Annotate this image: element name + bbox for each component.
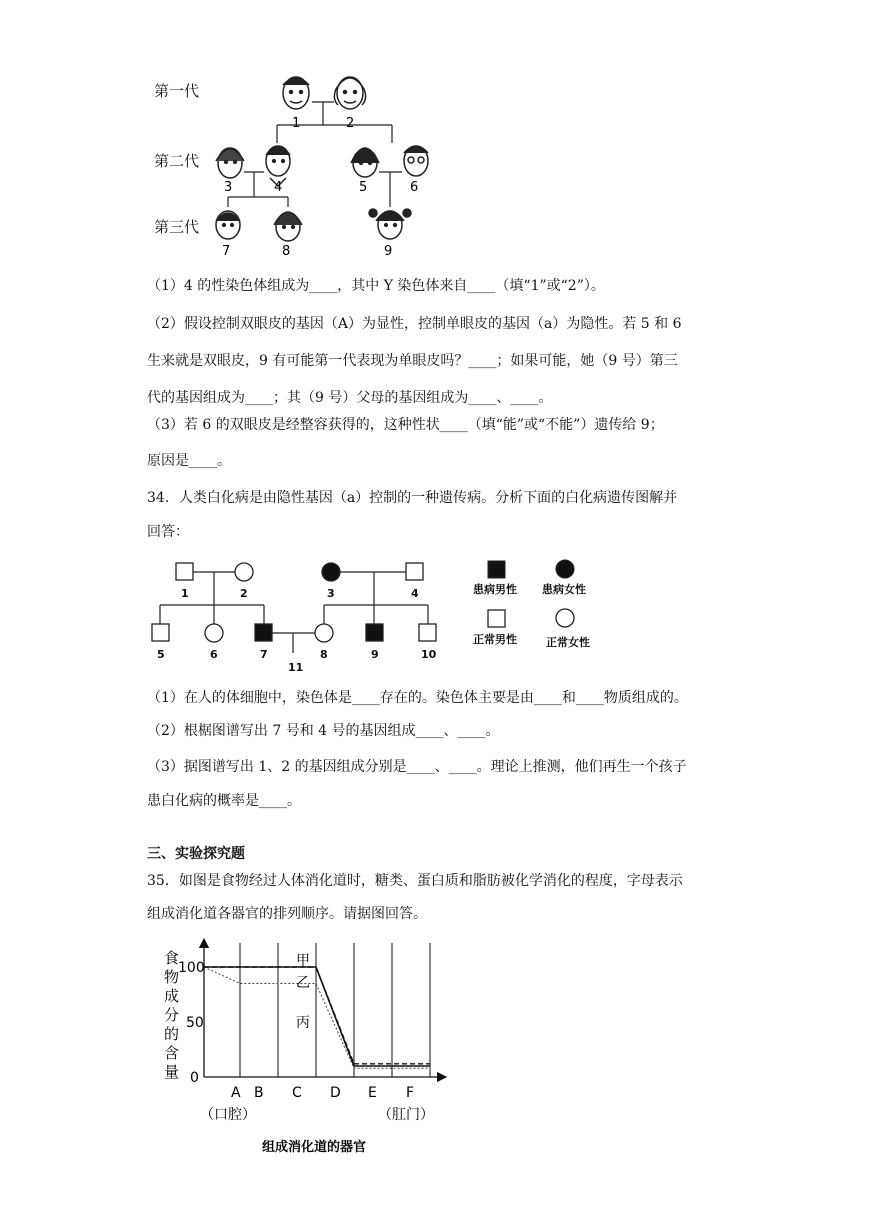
pedigree-number-2: 2 bbox=[240, 587, 248, 600]
pedigree-individual-9 bbox=[366, 624, 383, 641]
person-5-face bbox=[351, 148, 379, 177]
person-1-face bbox=[283, 77, 309, 109]
x-category-labels bbox=[231, 1085, 414, 1101]
pedigree-number-7: 7 bbox=[260, 648, 268, 661]
pedigree-number-8: 8 bbox=[320, 648, 328, 661]
q34-part2: （2）根椐图谱写出 7 号和 4 号的基因组成____、____。 bbox=[147, 723, 500, 739]
member-number-3: 3 bbox=[224, 180, 233, 195]
member-number-8: 8 bbox=[282, 244, 291, 259]
q34-part3-line2: 患白化病的概率是____。 bbox=[147, 793, 301, 809]
person-6-face bbox=[404, 146, 428, 176]
legend-affected-male-label: 患病男性 bbox=[473, 583, 517, 596]
x-category-label: A bbox=[231, 1085, 241, 1101]
pedigree-number-1: 1 bbox=[181, 587, 189, 600]
digestion-chart bbox=[150, 935, 460, 1160]
x-note-anus: （肛门） bbox=[378, 1107, 434, 1123]
member-number-9: 9 bbox=[384, 244, 393, 259]
person-3-face bbox=[216, 148, 244, 178]
pedigree-lines bbox=[160, 572, 428, 653]
q33-part2-line3: 代的基因组成为____；其（9 号）父母的基因组成为____、____。 bbox=[147, 390, 553, 406]
albinism-pedigree bbox=[148, 555, 448, 675]
q34-part1: （1）在人的体细胞中，染色体是____存在的。染色体主要是由____和____物质组成的。 bbox=[147, 690, 688, 706]
q33-part2-line2: 生来就是双眼皮，9 有可能第一代表现为单眼皮吗？____；如果可能，她（9 号）第三 bbox=[147, 353, 678, 369]
q33-part2-line1: （2）假设控制双眼皮的基因（A）为显性，控制单眼皮的基因（a）为隐性。若 5 和 6 bbox=[147, 316, 682, 332]
pedigree-number-10: 10 bbox=[421, 648, 437, 661]
generation-label-2: 第二代 bbox=[154, 152, 200, 170]
q33-part3-line1: （3）若 6 的双眼皮是经整容获得的，这种性状____（填“能”或“不能”）遗传给 9； bbox=[147, 417, 664, 433]
section-3-title: 三、实验探究题 bbox=[147, 846, 245, 862]
pedigree-legend bbox=[470, 555, 610, 655]
person-7-face bbox=[216, 211, 240, 239]
pedigree-number-4: 4 bbox=[411, 587, 419, 600]
pedigree-number-5: 5 bbox=[157, 648, 165, 661]
pedigree-individual-2 bbox=[235, 563, 253, 581]
x-axis-label: 组成消化道的器官 bbox=[262, 1140, 367, 1155]
y-tick-label: 100 bbox=[178, 960, 205, 976]
legend-normal-female-label: 正常女性 bbox=[546, 636, 590, 649]
family-tree-figure bbox=[200, 65, 460, 265]
person-2-face bbox=[334, 77, 365, 109]
series-lines bbox=[204, 967, 430, 1068]
pedigree-individual-3 bbox=[322, 563, 340, 581]
series-labels bbox=[296, 953, 310, 1031]
pedigree-individual-6 bbox=[205, 624, 223, 642]
pedigree-number-3: 3 bbox=[327, 587, 335, 600]
member-number-5: 5 bbox=[359, 180, 368, 195]
pedigree-individual-10 bbox=[419, 624, 436, 641]
y-axis-label: 食物成分的含量 bbox=[164, 949, 180, 1081]
q34-intro-line1: 34．人类白化病是由隐性基因（a）控制的一种遗传病。分析下面的白化病遗传图解并 bbox=[147, 490, 678, 506]
legend-normal-male-icon bbox=[488, 610, 505, 627]
x-category-label: B bbox=[254, 1085, 264, 1101]
legend-affected-female-label: 患病女性 bbox=[542, 583, 586, 596]
x-note-mouth: （口腔） bbox=[200, 1107, 256, 1123]
q35-intro-line2: 组成消化道各器官的排列顺序。请据图回答。 bbox=[147, 906, 427, 922]
y-tick-label: 0 bbox=[190, 1070, 199, 1086]
series-label: 甲 bbox=[296, 953, 310, 969]
generation-label-3: 第三代 bbox=[154, 218, 200, 236]
series-line-丙 bbox=[204, 967, 430, 1064]
person-8-face bbox=[274, 212, 302, 241]
member-number-4: 4 bbox=[274, 180, 283, 195]
member-number-7: 7 bbox=[222, 244, 231, 259]
y-ticks bbox=[178, 960, 205, 1086]
legend-affected-male-icon bbox=[488, 561, 505, 578]
y-tick-label: 50 bbox=[186, 1015, 204, 1031]
x-category-label: E bbox=[368, 1085, 377, 1101]
pedigree-individual-1 bbox=[176, 563, 193, 580]
member-number-2: 2 bbox=[346, 116, 355, 131]
x-category-label: C bbox=[292, 1085, 302, 1101]
q35-intro-line1: 35．如图是食物经过人体消化道时，糖类、蛋白质和脂肪被化学消化的程度，字母表示 bbox=[147, 873, 683, 889]
pedigree-individual-7 bbox=[255, 624, 272, 641]
q33-part3-line2: 原因是____。 bbox=[147, 453, 231, 469]
q34-intro-line2: 回答： bbox=[147, 524, 189, 540]
legend-affected-female-icon bbox=[556, 560, 574, 578]
q33-part1: （1）4 的性染色体组成为____，其中 Y 染色体来自____（填“1”或“2”）。 bbox=[147, 278, 605, 294]
pedigree-individual-5 bbox=[152, 624, 169, 641]
series-label: 乙 bbox=[296, 975, 310, 991]
member-number-1: 1 bbox=[292, 116, 301, 131]
organ-boundaries bbox=[240, 943, 430, 1077]
x-category-label: D bbox=[330, 1085, 341, 1101]
series-label: 丙 bbox=[296, 1015, 310, 1031]
pedigree-number-9: 9 bbox=[371, 648, 379, 661]
legend-normal-female-icon bbox=[556, 609, 574, 627]
pedigree-number-11: 11 bbox=[288, 661, 304, 674]
series-line-甲 bbox=[204, 967, 430, 1066]
gen2-connectors bbox=[228, 172, 402, 207]
q34-part3-line1: （3）据图谱写出 1、2 的基因组成分别是____、____。理论上推测，他们再生一个孩子 bbox=[147, 759, 687, 775]
pedigree-individual-8 bbox=[315, 624, 333, 642]
x-category-label: F bbox=[406, 1085, 415, 1101]
legend-normal-male-label: 正常男性 bbox=[473, 633, 517, 646]
series-line-乙 bbox=[204, 967, 430, 1068]
pedigree-individual-4 bbox=[406, 563, 423, 580]
generation-label-1: 第一代 bbox=[154, 82, 200, 100]
pedigree-number-6: 6 bbox=[210, 648, 218, 661]
person-9-face bbox=[369, 209, 411, 239]
member-number-6: 6 bbox=[410, 180, 419, 195]
